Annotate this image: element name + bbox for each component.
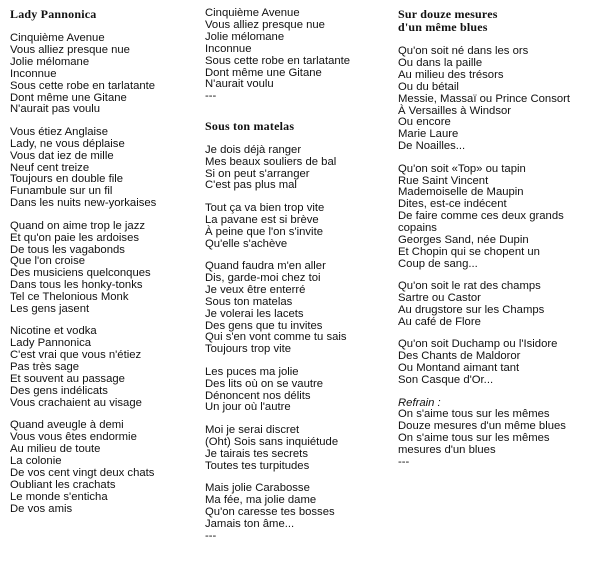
lyric-line: Rue Saint Vincent [398, 174, 489, 187]
lyric-line: Lady, ne vous déplaise [10, 137, 125, 150]
lyric-line: Les puces ma jolie [205, 365, 299, 378]
lyric-line: Funambule sur un fil [10, 185, 113, 198]
lyric-line: Inconnue [10, 67, 57, 80]
lyric-line: De tous les vagabonds [10, 243, 125, 256]
lyric-line: Ou encore [398, 116, 451, 129]
lyric-line: Moi je serai discret [205, 423, 300, 436]
lyric-line: Marie Laure [398, 128, 459, 141]
lyric-line: Des lits où on se vautre [205, 377, 324, 390]
lyric-line: C'est pas plus mal [205, 179, 297, 192]
lyric-line: Son Casque d'Or... [398, 374, 494, 387]
lyric-line: Jolie mélomane [205, 30, 285, 43]
lyric-line: Qu'on soit «Top» ou tapin [398, 162, 526, 175]
lyric-line: Pas très sage [10, 361, 80, 374]
lyric-line: Et souvent au passage [10, 373, 125, 386]
stanza [205, 367, 395, 415]
lyric-line: Lady Pannonica [10, 337, 92, 350]
lyric-line: Vous alliez presque nue [10, 43, 130, 56]
lyric-line: --- [205, 90, 217, 103]
lyric-line: Je tairais tes secrets [205, 447, 308, 460]
lyric-line: Toujours en double file [10, 173, 124, 186]
lyric-line: On s'aime tous sur les mêmes [398, 408, 550, 421]
lyric-line: Les gens jasent [10, 303, 90, 316]
stanza [205, 483, 395, 543]
lyric-line: Dites, est-ce indécent [398, 198, 507, 211]
lyric-line: Qu'on soit le rat des champs [398, 280, 541, 293]
lyric-line: Vous crachaient au visage [10, 396, 142, 409]
lyric-line: Coup de sang... [398, 257, 478, 270]
lyric-line: Nicotine et vodka [10, 325, 97, 338]
lyric-line: mesures d'un blues [398, 444, 496, 457]
lyric-line: Et qu'on paie les ardoises [10, 231, 140, 244]
stanza [398, 46, 594, 153]
stanza [10, 221, 200, 316]
lyric-line: Qu'on soit né dans les ors [398, 45, 529, 57]
lyric-line: Vous vous êtes endormie [10, 431, 137, 444]
lyric-line: Messie, Massaï ou Prince Consort [398, 92, 571, 105]
lyric-line: De vos amis [10, 502, 73, 515]
lyric-line: Qu'on caresse tes bosses [205, 505, 335, 518]
stanzas [205, 145, 395, 543]
lyric-line: copains [398, 222, 437, 235]
stanza-intro [205, 8, 395, 103]
lyric-line: Cinquième Avenue [205, 7, 300, 19]
lyric-line: On s'aime tous sur les mêmes [398, 432, 550, 445]
lyric-line: Si on peut s'arranger [205, 167, 310, 180]
lyric-line: Et Chopin qui se chopent un [398, 246, 540, 258]
lyric-line: Le monde s'enticha [10, 490, 108, 503]
stanza [205, 425, 395, 473]
lyric-line: Toujours trop vite [205, 343, 292, 356]
lyric-line: Que l'on croise [10, 255, 85, 268]
lyric-line: Jamais ton âme... [205, 517, 295, 530]
lyric-line: Dont même une Gitane [205, 66, 322, 79]
lyric-line: Dont même une Gitane [10, 91, 127, 104]
lyric-line: Au drugstore sur les Champs [398, 304, 545, 317]
lyric-line: Quand faudra m'en aller [205, 260, 326, 272]
stanza [10, 33, 200, 116]
lyric-line: Un jour où l'autre [205, 401, 291, 414]
lyric-line: À Versailles à Windsor [398, 104, 512, 117]
lyric-line: Des gens que tu invites [205, 319, 323, 332]
lyric-line: De vos cent vingt deux chats [10, 466, 155, 479]
lyric-line: Dans les nuits new-yorkaises [10, 197, 157, 210]
lyric-line: Je dois déjà ranger [205, 143, 302, 156]
lyric-line: Ou Montand aimant tant [398, 362, 520, 375]
lyric-line: De Noailles... [398, 140, 466, 153]
stanzas [398, 46, 594, 387]
lyric-line: Toutes tes turpitudes [205, 459, 310, 472]
lyric-line: Des gens indélicats [10, 384, 108, 397]
lyric-line: Ou dans la paille [398, 56, 483, 69]
lyric-line: Vous alliez presque nue [205, 18, 325, 31]
lyric-line: N'aurait voulu [205, 78, 274, 91]
lyric-line: Vous dat iez de mille [10, 149, 114, 162]
lyric-line: Mais jolie Carabosse [205, 482, 310, 494]
lyric-line: Georges Sand, née Dupin [398, 234, 529, 247]
lyric-line: Dans tous les honky-tonks [10, 279, 143, 292]
lyric-line: Inconnue [205, 42, 252, 55]
lyric-line: Au milieu des trésors [398, 68, 504, 81]
lyric-line: Dis, garde-moi chez toi [205, 271, 321, 284]
song-title-line-1: Sur douze mesures [398, 7, 498, 21]
lyric-line: Tout ça va bien trop vite [205, 201, 325, 214]
lyric-line: --- [205, 529, 217, 542]
lyric-line: Dénoncent nos délits [205, 389, 311, 402]
lyric-line: Jolie mélomane [10, 55, 90, 68]
lyric-line: Je volerai les lacets [205, 307, 304, 320]
lyric-line: Cinquième Avenue [10, 32, 105, 44]
refrain-lines [398, 409, 594, 469]
stanza [205, 261, 395, 356]
song-title-line-2: d'un même blues [398, 20, 488, 34]
lyric-line: Quand on aime trop le jazz [10, 219, 146, 232]
lyric-line: N'aurait pas voulu [10, 103, 101, 116]
lyric-line: Qui s'en vont comme tu sais [205, 331, 347, 344]
lyric-line: Des musiciens quelconques [10, 267, 151, 280]
stanzas [10, 33, 200, 516]
song-title-sur-douze-mesures [398, 8, 594, 34]
song-title-lady-pannonica: Lady Pannonica [10, 7, 97, 21]
column-sur-douze-mesures [398, 8, 594, 480]
column-lady-pannonica [10, 8, 200, 526]
lyric-line: Des Chants de Maldoror [398, 350, 521, 363]
lyric-line: La colonie [10, 455, 62, 467]
lyric-line: Sous ton matelas [205, 295, 293, 308]
song-title-sous-ton-matelas: Sous ton matelas [205, 118, 295, 133]
stanza [10, 127, 200, 210]
lyric-line: À peine que l'on s'invite [205, 225, 323, 238]
lyric-line: Qu'elle s'achève [205, 237, 288, 250]
lyric-line: Oubliant les crachats [10, 478, 116, 491]
lyric-line: Quand aveugle à demi [10, 419, 124, 432]
refrain-label: Refrain : [398, 396, 441, 409]
lyric-line: Neuf cent treize [10, 161, 90, 174]
lyric-line: Tel ce Thelonious Monk [10, 291, 129, 304]
stanza [10, 420, 200, 515]
stanza [398, 281, 594, 329]
lyric-line: Je veux être enterré [205, 283, 306, 296]
lyric-line: Mes beaux souliers de bal [205, 155, 337, 168]
stanza [10, 326, 200, 409]
lyric-line: Sous cette robe en tarlatante [205, 54, 351, 67]
lyric-line: Vous étiez Anglaise [10, 125, 108, 138]
stanza [398, 164, 594, 271]
column-sous-ton-matelas [205, 8, 395, 553]
lyric-line: Sartre ou Castor [398, 292, 481, 305]
lyric-line: (Oht) Sois sans inquiétude [205, 435, 339, 448]
lyric-line: Qu'on soit Duchamp ou l'Isidore [398, 338, 558, 351]
lyric-line: C'est vrai que vous n'étiez [10, 349, 142, 362]
lyric-line: Ou du bétail [398, 80, 459, 93]
lyric-line: Mademoiselle de Maupin [398, 186, 524, 199]
lyric-line: La pavane est si brève [205, 213, 319, 226]
lyric-line: --- [398, 456, 410, 469]
lyric-line: De faire comme ces deux grands [398, 210, 564, 223]
lyric-line: Douze mesures d'un même blues [398, 420, 566, 433]
lyric-line: Au café de Flore [398, 316, 481, 329]
stanza [205, 203, 395, 251]
lyric-line: Ma fée, ma jolie dame [205, 493, 317, 506]
lyric-line: Sous cette robe en tarlatante [10, 79, 156, 92]
lyric-line: Au milieu de toute [10, 443, 101, 456]
stanza [398, 339, 594, 387]
stanza [205, 145, 395, 193]
